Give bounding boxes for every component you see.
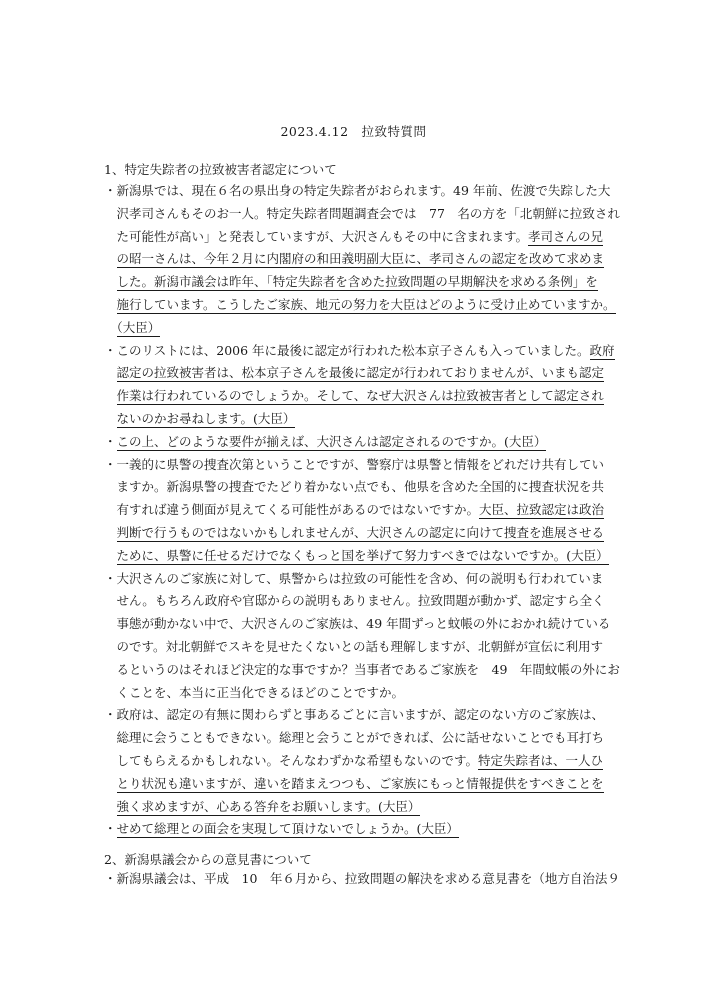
text-line (104, 524, 604, 542)
line-text: ・ (104, 433, 117, 449)
text-line (104, 775, 604, 793)
line-text (104, 776, 117, 791)
line-text: 事態が動かない中で、大沢さんのご家族は、49 年間ずっと蚊帳の外におかれ続けている (104, 616, 611, 632)
underlined-text: 孝司さんの兄 (528, 228, 604, 244)
underlined-text: せめて総理との面会を実現して頂けないでしょうか。(大臣） (116, 821, 459, 837)
text-line (104, 250, 604, 268)
line-text: ・このリストには、2006 年に最後に認定が行われた松本京子さんも入っていました。 (104, 342, 590, 358)
underlined-text: この上、どのような要件が揃えば、大沢さんは認定されるのですか。(大臣） (116, 433, 547, 449)
text-line (104, 319, 160, 337)
underlined-text: ために、県警に任せるだけでなくもっと国を挙げて努力すべきではないですか。(大臣） (116, 547, 609, 563)
line-text (104, 365, 117, 380)
underlined-text: とり状況も違いますが、違いを踏まえつつも、ご家族にもっと情報提供をすべきことを (116, 775, 604, 791)
underlined-text: した。新潟市議会は昨年、「特定失踪者を含めた拉致問題の早期解決を求める条例」を (116, 274, 598, 290)
underlined-text: 特定失踪者は、一人ひ (478, 753, 604, 768)
text-line (104, 296, 616, 314)
line-text: るというのはそれほど決定的な事ですか？当事者であるご家族を 49 年間蚊帳の外にお (104, 661, 620, 677)
underlined-text: （大臣） (116, 319, 161, 335)
text-line (104, 729, 604, 747)
text-line (104, 615, 610, 633)
text-line (104, 182, 610, 200)
text-line (104, 661, 620, 679)
text-line (104, 570, 603, 588)
text-line (104, 228, 603, 246)
section-2-heading: 2、新潟県議会からの意見書について (104, 852, 312, 867)
text-line (104, 364, 604, 382)
text-line (104, 410, 295, 428)
text-line (104, 501, 604, 519)
line-text: ・ (104, 821, 117, 837)
text-line (104, 870, 620, 888)
line-text (104, 251, 117, 266)
underlined-text: 作業は行われているのでしょうか。そして、なぜ大沢さんは拉致被害者として認定され (116, 388, 604, 404)
line-text: せん。もちろん政府や官邸からの説明もありません。拉致問題が動かず、認定すら全く (104, 593, 605, 609)
text-line (104, 706, 604, 724)
line-text: ・新潟県議会は、平成 10 年６月から、拉致問題の解決を求める意見書を（地方自治法９ (104, 871, 620, 886)
line-text (104, 525, 117, 540)
line-text: ・一義的に県警の捜査次第ということですが、警察庁は県警と情報をどれだけ共有してい (104, 456, 605, 472)
text-line (104, 592, 605, 610)
text-line (104, 798, 420, 816)
line-text (104, 411, 117, 426)
line-text: ・大沢さんのご家族に対して、県警からは拉致の可能性を含め、何の説明も行われていま (104, 570, 604, 586)
line-text: 有すれば違う側面が見えてくる可能性があるのではないですか。 (104, 502, 480, 518)
underlined-text: 判断で行うものではないかもしれませんが、大沢さんの認定に向けて捜査を進展させる (116, 525, 605, 540)
line-text (104, 388, 117, 403)
text-line (104, 456, 604, 474)
line-text: ・新潟県では、現在６名の県出身の特定失踪者がおられます。49 年前、佐渡で失踪した大 (104, 183, 611, 198)
text-line (104, 387, 604, 405)
line-text: た可能性が高い」と発表していますが、大沢さんもその中に含まれます。 (104, 228, 529, 244)
text-line (104, 478, 604, 496)
line-text (104, 799, 117, 814)
line-text (104, 548, 117, 563)
underlined-text: 強く求めますが、心ある答弁をお願いします。(大臣） (116, 798, 421, 814)
line-text: ますか。新潟県警の捜査でたどり着かない点でも、他県を含めた全国的に捜査状況を共 (104, 479, 605, 495)
line-text (104, 274, 117, 289)
text-line (104, 820, 459, 838)
line-text: ・政府は、認定の有無に関わらずと事あるごとに言いますが、認定のない方のご家族は、 (104, 707, 605, 723)
text-line (104, 638, 603, 656)
text-line (104, 684, 404, 702)
line-text: 沢孝司さんもそのお一人。特定失踪者問題調査会では 77 名の方を「北朝鮮に拉致され (104, 205, 620, 221)
line-text (104, 297, 117, 312)
text-line (104, 752, 603, 770)
underlined-text: 政府 (589, 342, 615, 358)
text-line (104, 342, 615, 360)
underlined-text: の昭一さんは、今年２月に内閣府の和田義明副大臣に、孝司さんの認定を改めて求めま (116, 251, 605, 267)
line-text (104, 320, 117, 335)
document-title: 2023.4.12 拉致特質問 (280, 124, 427, 139)
text-line (104, 547, 609, 565)
underlined-text: 認定の拉致被害者は、松本京子さんを最後に認定が行われておりませんが、いまも認定 (116, 365, 605, 381)
text-line (104, 433, 546, 451)
underlined-text: ないのかお尋ねします。(大臣） (116, 411, 296, 426)
line-text: のです。対北朝鮮でスキを見せたくないとの話も理解しますが、北朝鮮が宣伝に利用す (104, 639, 604, 654)
text-line (104, 273, 598, 291)
line-text: してもらえるかもしれない。そんなわずかな希望もないのです。 (104, 753, 479, 768)
line-text: くことを、本当に正当化できるほどのことですか。 (104, 684, 405, 700)
section-1-heading: 1、特定失踪者の拉致被害者認定について (104, 162, 337, 177)
underlined-text: 大臣、拉致認定は政治 (479, 502, 605, 518)
line-text: 総理に会うこともできない。総理と会うことができれば、公に話せないことでも耳打ち (104, 730, 605, 746)
text-line (104, 205, 620, 223)
underlined-text: 施行しています。こうしたご家族、地元の努力を大臣はどのように受け止めていますか。 (116, 297, 616, 312)
